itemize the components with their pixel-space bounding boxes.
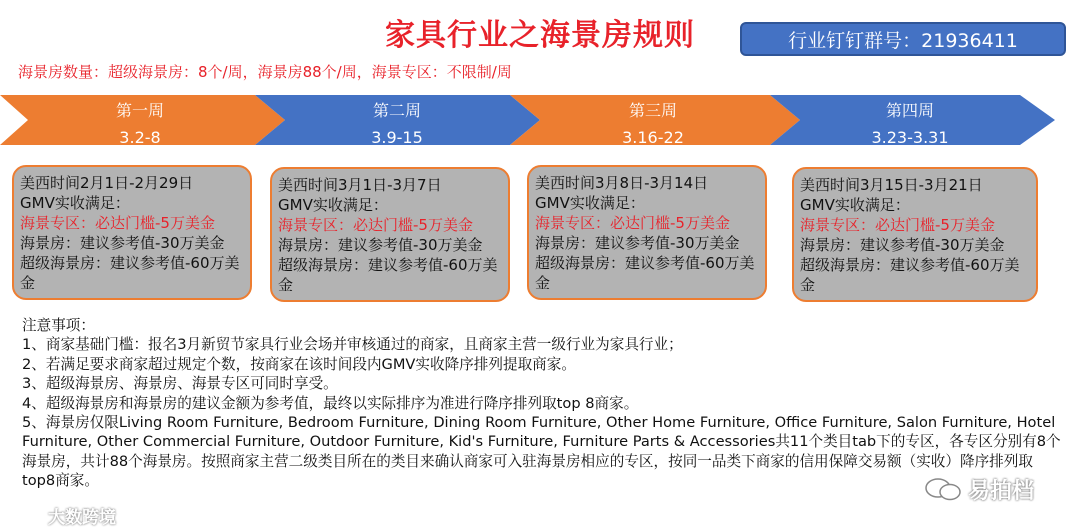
box-super-seaview-reference: 超级海景房：建议参考值-60万美金 [535, 254, 755, 292]
box-date-range: 美西时间3月8日-3月14日 [535, 174, 709, 192]
week-3-name: 第三周 [628, 101, 677, 120]
week-1-dates: 3.2-8 [119, 128, 161, 147]
week-3-requirements-box [527, 165, 767, 300]
notes-heading: 注意事项： [22, 317, 95, 334]
box-gmv-label: GMV实收满足： [278, 196, 388, 214]
box-seaview-reference: 海景房：建议参考值-30万美金 [800, 236, 1005, 254]
box-seaview-reference: 海景房：建议参考值-30万美金 [278, 236, 483, 254]
note-item-1: 1、商家基础门槛：报名3月新贸节家具行业会场并审核通过的商家，且商家主营一级行业为家具行业； [22, 336, 683, 354]
week-4-dates: 3.23-3.31 [871, 128, 949, 147]
week-2-dates: 3.9-15 [371, 128, 423, 147]
note-item-4: 4、超级海景房和海景房的建议金额为参考值，最终以实际排序为准进行降序排列取top 8商家。 [22, 394, 639, 412]
note-item-3: 3、超级海景房、海景房、海景专区可同时享受。 [22, 375, 338, 393]
page-title: 家具行业之海景房规则 [385, 18, 695, 53]
notes-section [22, 316, 1062, 491]
box-date-range: 美西时间3月15日-3月21日 [800, 176, 983, 194]
box-gmv-label: GMV实收满足： [20, 194, 130, 212]
dingtalk-group-badge: 行业钉钉群号：21936411 [740, 22, 1066, 56]
box-date-range: 美西时间2月1日-2月29日 [20, 174, 194, 192]
box-super-seaview-reference: 超级海景房：建议参考值-60万美金 [278, 256, 498, 294]
week-2-name: 第二周 [372, 101, 421, 120]
box-seaview-reference: 海景房：建议参考值-30万美金 [535, 234, 740, 252]
box-gmv-label: GMV实收满足： [535, 194, 645, 212]
box-zone-threshold: 海景专区：必达门槛-5万美金 [20, 214, 215, 232]
box-seaview-reference: 海景房：建议参考值-30万美金 [20, 234, 225, 252]
week-2-requirements-box [270, 167, 510, 302]
week-4-name: 第四周 [885, 101, 934, 120]
watermark-dashu-kuajing: 大数跨境 [48, 508, 116, 528]
watermark-yipaidang: 易拍档 [968, 479, 1035, 504]
box-super-seaview-reference: 超级海景房：建议参考值-60万美金 [20, 254, 240, 292]
box-date-range: 美西时间3月1日-3月7日 [278, 176, 442, 194]
week-1-requirements-box [12, 165, 252, 300]
quota-line: 海景房数量：超级海景房：8个/周，海景房88个/周，海景专区：不限制/周 [18, 63, 512, 81]
wechat-icon [924, 476, 964, 502]
note-item-2: 2、若满足要求商家超过规定个数，按商家在该时间段内GMV实收降序排列提取商家。 [22, 355, 576, 373]
week-1-name: 第一周 [115, 101, 164, 120]
box-gmv-label: GMV实收满足： [800, 196, 910, 214]
box-zone-threshold: 海景专区：必达门槛-5万美金 [278, 216, 473, 234]
note-item-5: 5、海景房仅限Living Room Furniture, Bedroom Furniture, Dining Room Furniture, Other Home Furniture, Office Furniture, Salon Furniture, Hotel Furniture, Other Commercial Furniture, Outdoor Furniture, Kid's Furniture, Furniture Parts & Accessories共11个类目tab下的专区，各专区分别有8个海景房，共计88个海景房。按照商家主营二级类目所在的类目来确认商家可入驻海景房相应的专区，按同一品类下商家的信用保障交易额（实收）降序排列取top8商家。 [22, 414, 1061, 490]
box-zone-threshold: 海景专区：必达门槛-5万美金 [535, 214, 730, 232]
week-3-dates: 3.16-22 [622, 128, 684, 147]
week-4-requirements-box [792, 167, 1038, 302]
box-super-seaview-reference: 超级海景房：建议参考值-60万美金 [800, 256, 1020, 294]
box-zone-threshold: 海景专区：必达门槛-5万美金 [800, 216, 995, 234]
